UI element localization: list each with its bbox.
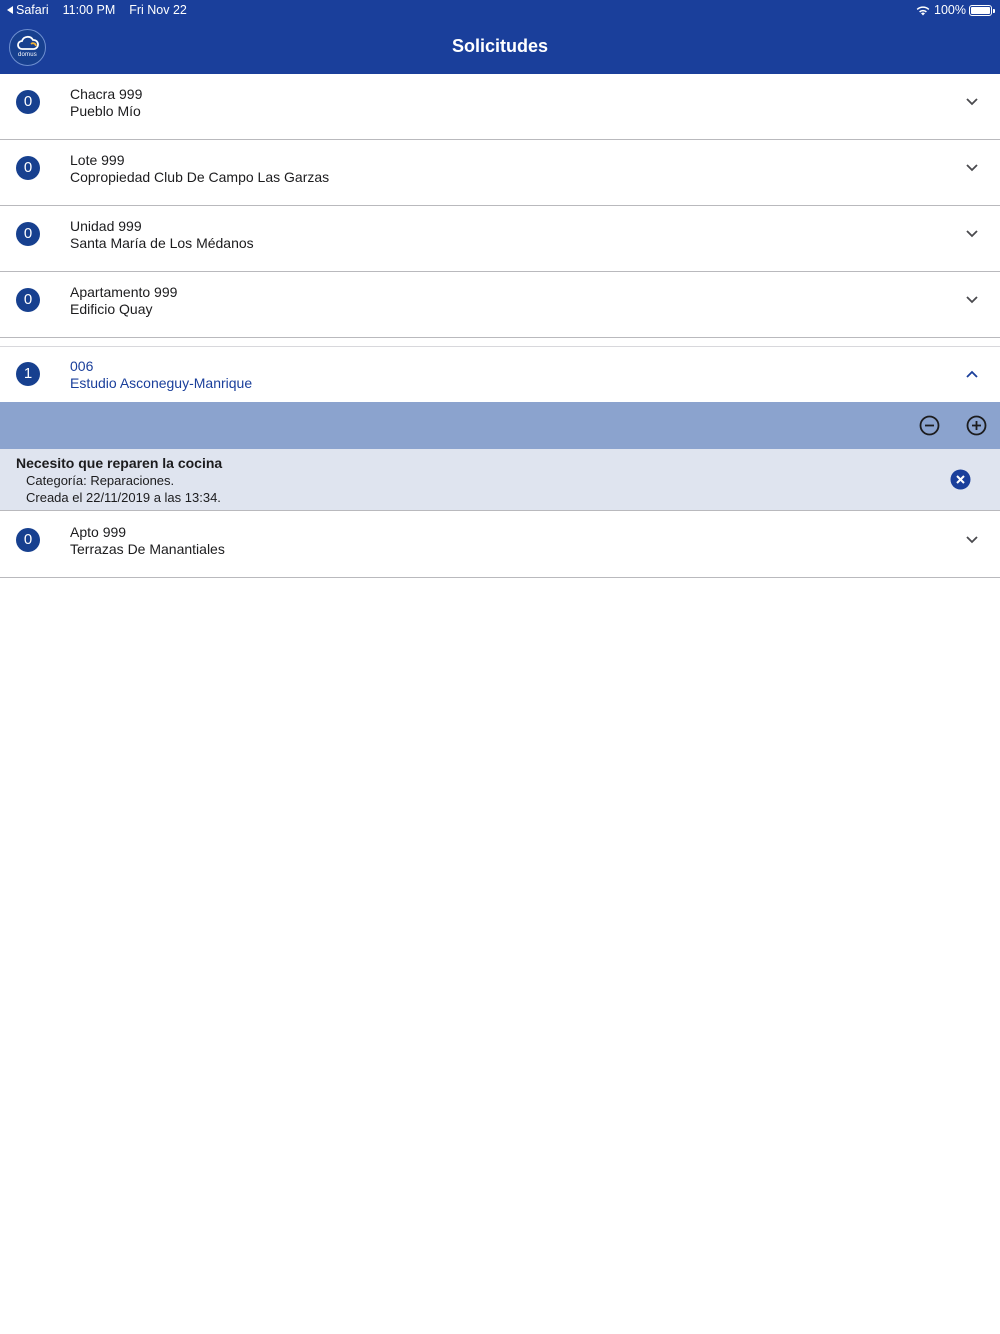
unit-building: Pueblo Mío [70, 103, 141, 119]
section-spacer [0, 338, 1000, 347]
chevron-up-icon[interactable] [963, 368, 981, 380]
chevron-down-icon[interactable] [963, 96, 981, 108]
unit-building: Edificio Quay [70, 301, 153, 317]
unit-row[interactable] [0, 140, 1000, 206]
minus-circle-icon[interactable] [919, 415, 940, 436]
wifi-icon [916, 5, 930, 16]
unit-name: Unidad 999 [70, 218, 142, 234]
unit-building: Estudio Asconeguy-Manrique [70, 375, 253, 391]
count-badge: 0 [16, 90, 40, 114]
unit-name: 006 [70, 358, 94, 374]
count-badge: 0 [16, 222, 40, 246]
unit-name: Apartamento 999 [70, 284, 178, 300]
battery-icon [969, 5, 992, 16]
status-bar [0, 0, 1000, 20]
unit-row[interactable] [0, 272, 1000, 338]
status-time: 11:00 PM [62, 3, 116, 17]
chevron-down-icon[interactable] [963, 162, 981, 174]
unit-name: Lote 999 [70, 152, 125, 168]
unit-building: Santa María de Los Médanos [70, 235, 254, 251]
unit-name: Apto 999 [70, 524, 127, 540]
navigation-bar [0, 0, 1000, 74]
unit-row[interactable] [0, 206, 1000, 272]
count-badge: 0 [16, 156, 40, 180]
logo-text: domus [17, 52, 37, 58]
unit-row-expanded[interactable] [0, 347, 1000, 402]
back-app-label[interactable]: Safari [16, 3, 49, 17]
unit-row[interactable] [0, 74, 1000, 140]
count-badge: 0 [16, 528, 40, 552]
unit-building: Terrazas De Manantiales [70, 541, 225, 557]
count-badge: 0 [16, 288, 40, 312]
unit-name: Chacra 999 [70, 86, 143, 102]
plus-circle-icon[interactable] [966, 415, 987, 436]
chevron-down-icon[interactable] [963, 228, 981, 240]
request-category: Categoría: Reparaciones. [26, 473, 175, 488]
request-item[interactable] [0, 449, 1000, 511]
request-title: Necesito que reparen la cocina [16, 455, 223, 471]
request-created: Creada el 22/11/2019 a las 13:34. [26, 490, 221, 505]
page-title: Solicitudes [451, 36, 549, 56]
chevron-down-icon[interactable] [963, 294, 981, 306]
requests-toolbar [0, 402, 1000, 449]
battery-percent: 100% [934, 3, 966, 17]
back-arrow-icon[interactable] [7, 6, 13, 14]
delete-request-icon[interactable] [950, 469, 971, 490]
unit-building: Copropiedad Club De Campo Las Garzas [70, 169, 330, 185]
status-date: Fri Nov 22 [129, 3, 187, 17]
units-list [0, 74, 1000, 578]
unit-row[interactable] [0, 512, 1000, 578]
chevron-down-icon[interactable] [963, 534, 981, 546]
count-badge: 1 [16, 362, 40, 386]
